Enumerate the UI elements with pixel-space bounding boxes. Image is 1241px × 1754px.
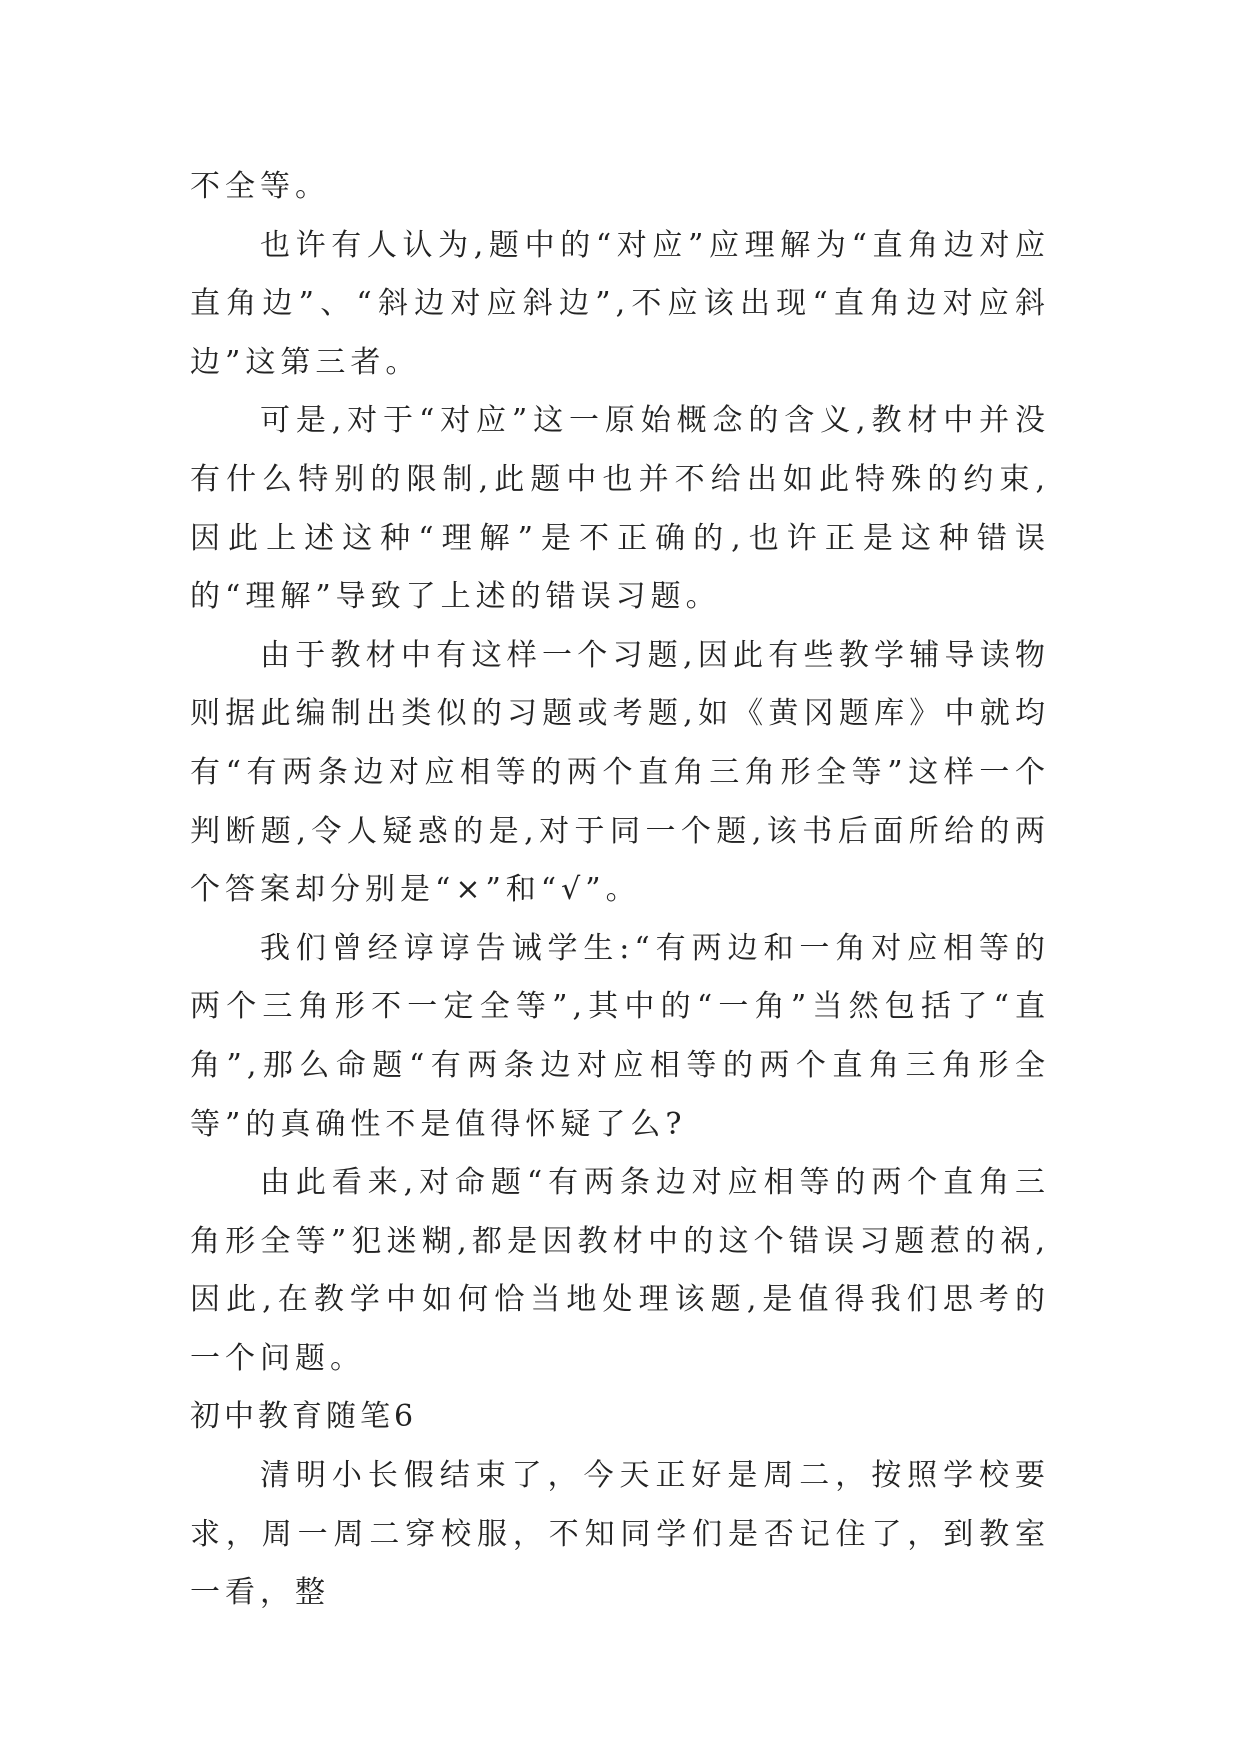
section-heading: 初中教育随笔6 bbox=[190, 1399, 418, 1435]
paragraph: 我们曾经谆谆告诫学生:“有两边和一角对应相等的两个三角形不一定全等”,其中的“一角”当然包括了“直角”,那么命题“有两条边对应相等的两个直角三角形全等”的真确性不是值得怀疑了么? bbox=[190, 930, 1050, 1142]
paragraph: 可是,对于“对应”这一原始概念的含义,教材中并没有什么特别的限制,此题中也并不给出如此特殊的约束,因此上述这种“理解”是不正确的,也许正是这种错误的“理解”导致了上述的错误习题。 bbox=[190, 403, 1050, 615]
paragraph: 清明小长假结束了，今天正好是周二，按照学校要求，周一周二穿校服，不知同学们是否记住了，到教室一看，整 bbox=[190, 1458, 1050, 1611]
paragraph: 由于教材中有这样一个习题,因此有些教学辅导读物则据此编制出类似的习题或考题,如《黄冈题库》中就均有“有两条边对应相等的两个直角三角形全等”这样一个判断题,令人疑惑的是,对于同一个题,该书后面所给的两个答案却分别是“×”和“√”。 bbox=[190, 637, 1050, 908]
paragraph-continuation: 不全等。 bbox=[190, 169, 330, 204]
document-body bbox=[190, 158, 1050, 1623]
paragraph: 也许有人认为,题中的“对应”应理解为“直角边对应直角边”、“斜边对应斜边”,不应该出现“直角边对应斜边”这第三者。 bbox=[190, 227, 1050, 380]
paragraph: 由此看来,对命题“有两条边对应相等的两个直角三角形全等”犯迷糊,都是因教材中的这个错误习题惹的祸,因此,在教学中如何恰当地处理该题,是值得我们思考的一个问题。 bbox=[190, 1165, 1050, 1376]
